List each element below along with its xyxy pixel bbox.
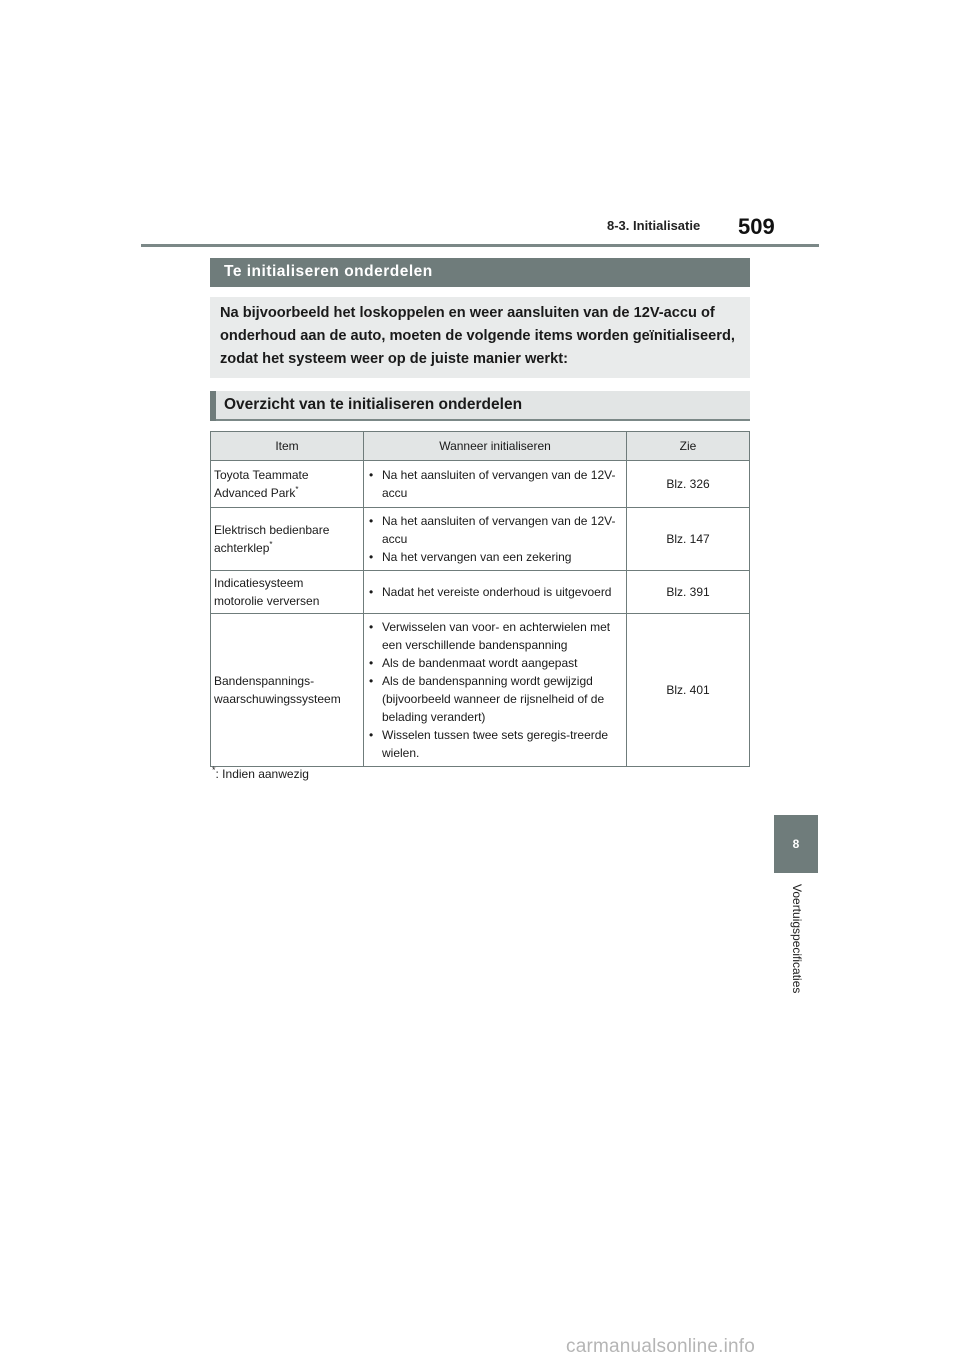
bullet-item: • Wisselen tussen twee sets geregis-treerde wielen.	[369, 726, 620, 762]
item-cell	[211, 614, 364, 767]
footnote	[212, 767, 309, 781]
column-header-ref: Zie	[627, 432, 750, 461]
bullet-item: • Na het vervangen van een zekering	[369, 548, 620, 566]
header-divider	[141, 244, 819, 247]
footnote-text: : Indien aanwezig	[215, 767, 309, 781]
watermark: carmanualsonline.info	[566, 1336, 756, 1357]
table-row	[211, 508, 750, 571]
bullet-item: • Verwisselen van voor- en achterwielen met een verschillende bandenspanning	[369, 618, 620, 654]
page-reference: Blz. 401	[627, 614, 750, 767]
bullet-item: • Na het aansluiten of vervangen van de 12V-accu	[369, 466, 620, 502]
page-reference: Blz. 326	[627, 461, 750, 508]
item-name-line: Bandenspannings-	[214, 674, 315, 688]
item-name-line: motorolie verversen	[214, 594, 320, 608]
main-heading: Te initialiseren onderdelen	[210, 258, 750, 287]
footnote-mark: *	[212, 765, 216, 775]
section-title: 8-3. Initialisatie	[607, 218, 701, 233]
initialization-table	[210, 431, 750, 767]
when-cell	[364, 508, 627, 571]
chapter-label: Voertuigspecificaties	[790, 884, 804, 994]
item-cell	[211, 461, 364, 508]
sub-heading: Overzicht van te initialiseren onderdelen	[210, 391, 750, 421]
when-cell	[364, 571, 627, 614]
item-cell	[211, 508, 364, 571]
bullet-item: • Nadat het vereiste onderhoud is uitgevoerd	[369, 583, 620, 601]
bullet-item: • Als de bandenspanning wordt gewijzigd (bijvoorbeeld wanneer de rijsnelheid of de belading verandert)	[369, 672, 620, 726]
bullet-item: • Als de bandenmaat wordt aangepast	[369, 654, 620, 672]
chapter-tab: 8	[774, 815, 818, 873]
item-name-line: Indicatiesysteem	[214, 576, 304, 590]
item-name-line: Advanced Park	[214, 486, 296, 500]
when-cell	[364, 461, 627, 508]
optional-mark: *	[269, 540, 273, 549]
table-row	[211, 571, 750, 614]
table-header-row	[211, 432, 750, 461]
column-header-when: Wanneer initialiseren	[364, 432, 627, 461]
item-name-line: waarschuwingssysteem	[214, 692, 341, 706]
table-row	[211, 461, 750, 508]
intro-paragraph: Na bijvoorbeeld het loskoppelen en weer aansluiten van de 12V-accu of onderhoud aan de auto, moeten de volgende items worden geïnitialiseerd, zodat het systeem weer op de juiste manier werkt:	[210, 297, 750, 378]
column-header-item: Item	[211, 432, 364, 461]
page-reference: Blz. 391	[627, 571, 750, 614]
when-cell	[364, 614, 627, 767]
page-reference: Blz. 147	[627, 508, 750, 571]
item-name-line: Toyota Teammate	[214, 468, 309, 482]
optional-mark: *	[295, 485, 299, 494]
bullet-item: • Na het aansluiten of vervangen van de 12V-accu	[369, 512, 620, 548]
item-name-line: Elektrisch bedienbare	[214, 523, 330, 537]
page-number: 509	[738, 214, 775, 239]
item-cell	[211, 571, 364, 614]
item-name-line: achterklep	[214, 541, 270, 555]
table-row	[211, 614, 750, 767]
